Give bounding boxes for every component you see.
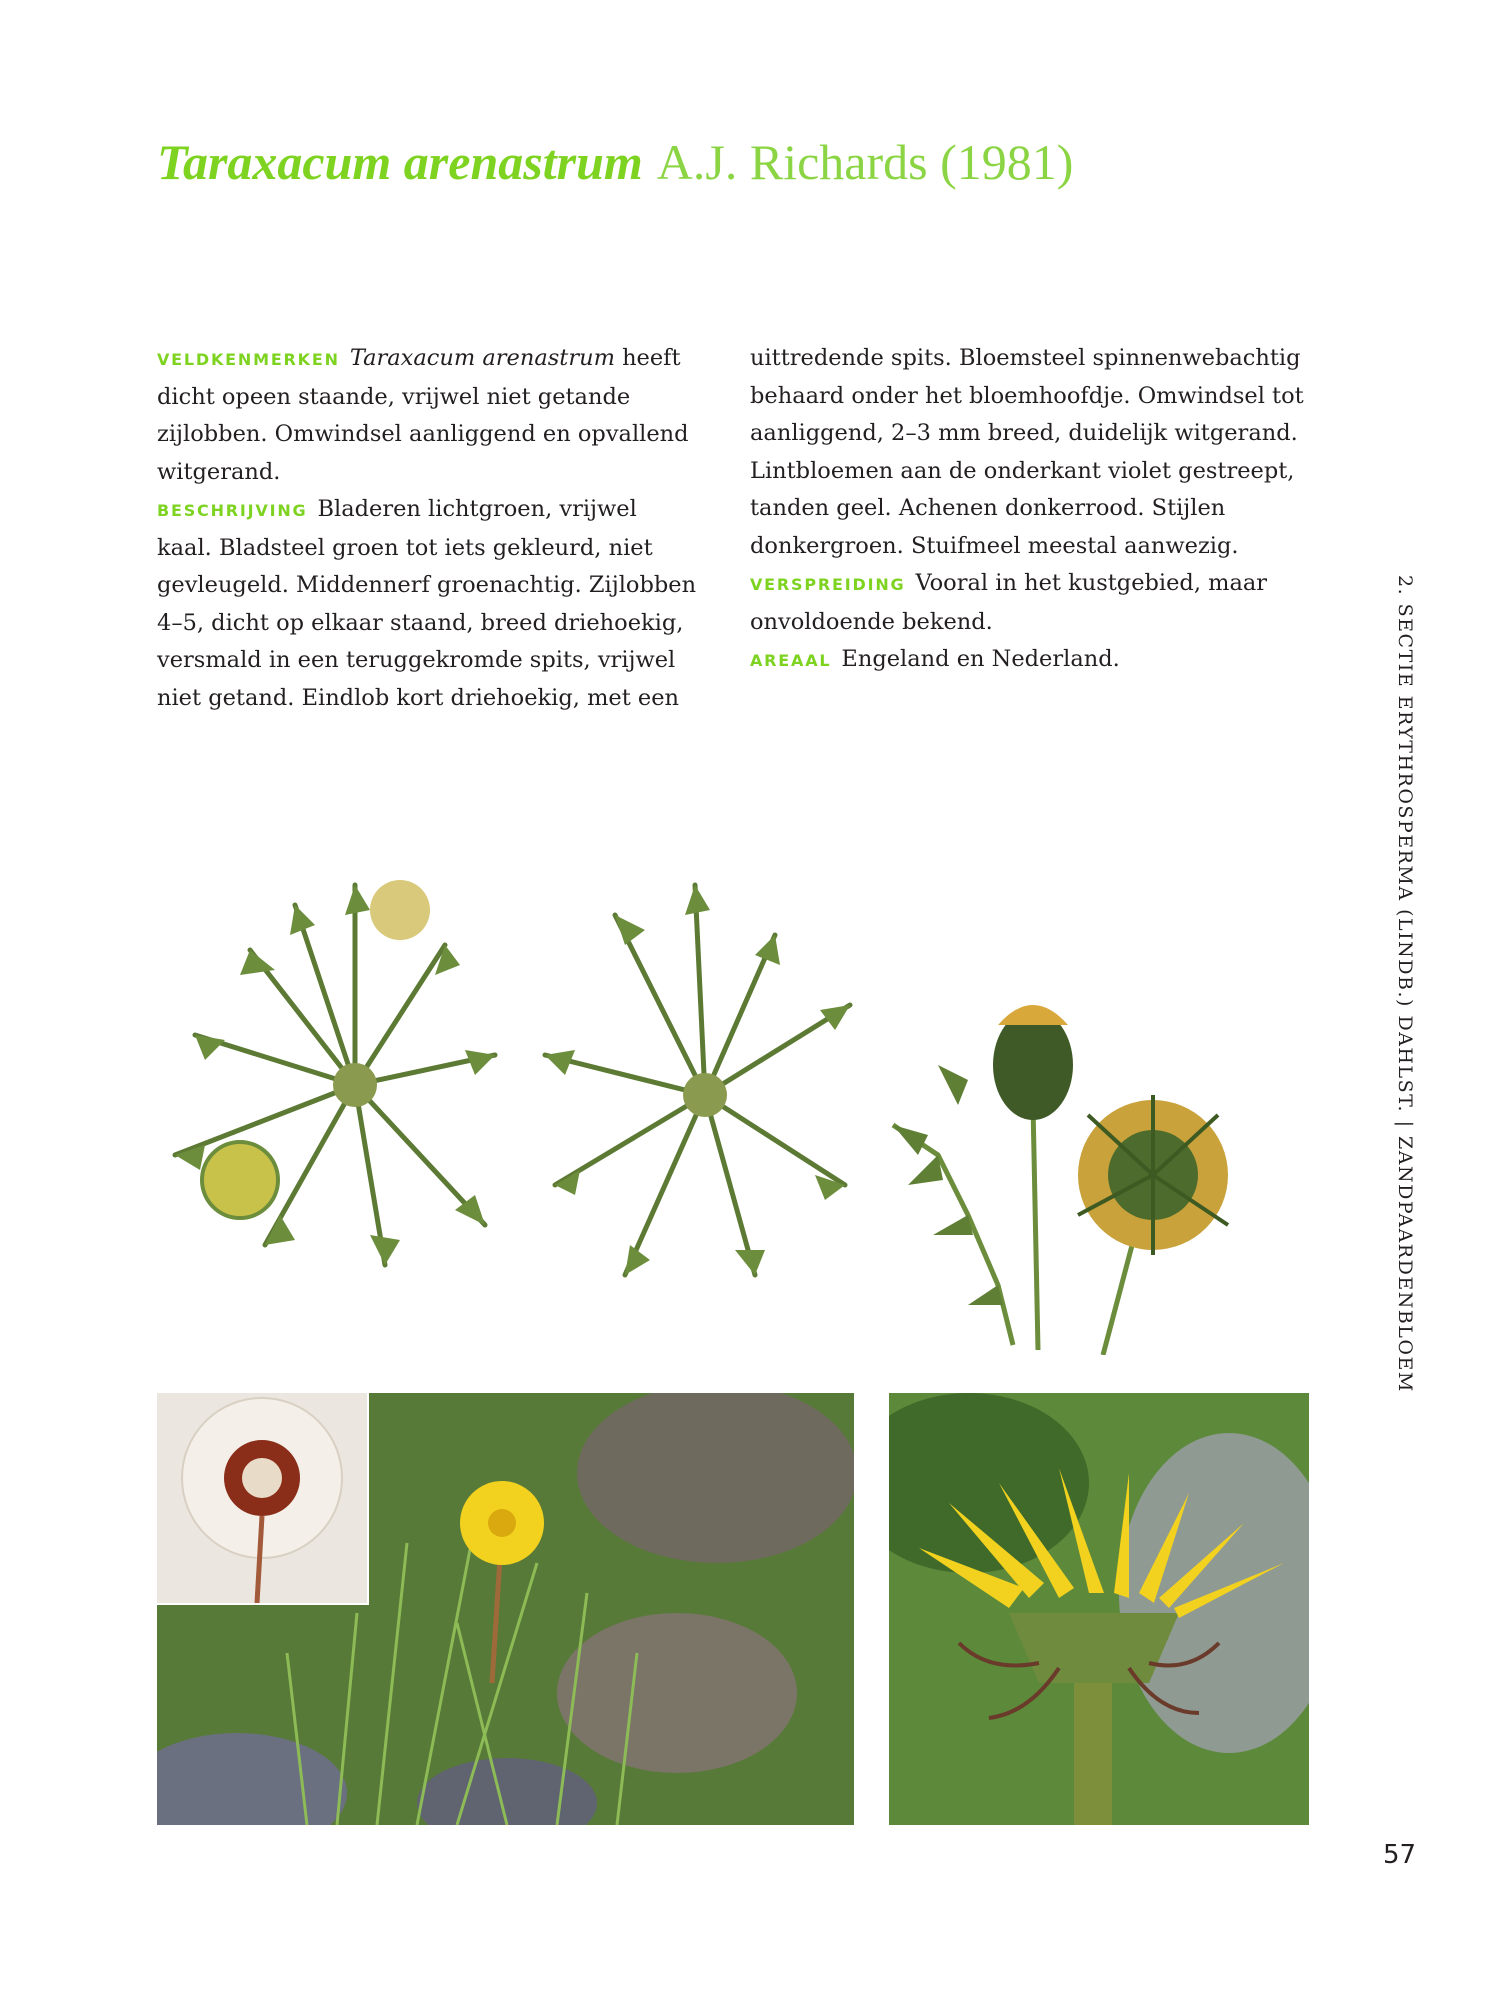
rosette-illustration bbox=[155, 855, 855, 1335]
figure-herbarium-rosettes bbox=[155, 855, 855, 1335]
species-inline-italic: Taraxacum arenastrum bbox=[349, 345, 615, 371]
flower-heads-illustration bbox=[888, 985, 1298, 1355]
beschrijving-text: Bladeren lichtgroen, vrijwel kaal. Bladsteel groen tot iets gekleurd, niet gevleugeld. Middennerf groenachtig. Zijlobben 4–5, dicht op elkaar staand, breed driehoekig, versmald in een teruggekromde spits, vrijwel niet getand. Eindlob kort driehoekig, met een bbox=[157, 496, 697, 711]
running-head-text: 2. SECTIE ERYTHROSPERMA (LINDB.) DAHLST. | ZANDPAARDENBLOEM bbox=[1394, 575, 1416, 1393]
text-column-left bbox=[157, 340, 697, 717]
page-number: 57 bbox=[1383, 1840, 1417, 1870]
paragraph-beschrijving bbox=[157, 491, 697, 717]
section-heading-areaal: AREAAL bbox=[750, 651, 832, 670]
paragraph-veldkenmerken bbox=[157, 340, 697, 491]
areaal-text: Engeland en Nederland. bbox=[841, 646, 1120, 672]
section-heading-veldkenmerken: VELDKENMERKEN bbox=[157, 350, 340, 369]
figure-flower-heads bbox=[888, 985, 1298, 1355]
text-column-right bbox=[750, 340, 1310, 680]
figure-field-photo bbox=[157, 1393, 854, 1825]
species-name: Taraxacum arenastrum bbox=[157, 134, 643, 190]
paragraph-areaal bbox=[750, 641, 1310, 680]
seed-head-illustration bbox=[157, 1393, 367, 1603]
verspreiding-text: Vooral in het kustgebied, maar onvoldoende bekend. bbox=[750, 570, 1268, 635]
veldkenmerken-text: heeft dicht opeen staande, vrijwel niet getande zijlobben. Omwindsel aanliggend en opvallend witgerand. bbox=[157, 345, 689, 485]
seed-head-inset bbox=[157, 1393, 369, 1605]
section-heading-beschrijving: BESCHRIJVING bbox=[157, 501, 308, 520]
side-running-head bbox=[1386, 575, 1416, 1393]
paragraph-verspreiding bbox=[750, 565, 1310, 641]
species-author: A.J. Richards (1981) bbox=[656, 134, 1074, 190]
paragraph-beschrijving-continued: uittredende spits. Bloemsteel spinnenwebachtig behaard onder het bloemhoofdje. Omwindsel tot aanliggend, 2–3 mm breed, duidelijk witgerand. Lintbloemen aan de onderkant violet gestreept, tanden geel. Achenen donkerrood. Stijlen donkergroen. Stuifmeel meestal aanwezig. bbox=[750, 345, 1304, 559]
flower-closeup-illustration bbox=[889, 1393, 1309, 1825]
section-heading-verspreiding: VERSPREIDING bbox=[750, 575, 906, 594]
page-title bbox=[157, 132, 1073, 192]
figure-flower-closeup bbox=[889, 1393, 1309, 1825]
